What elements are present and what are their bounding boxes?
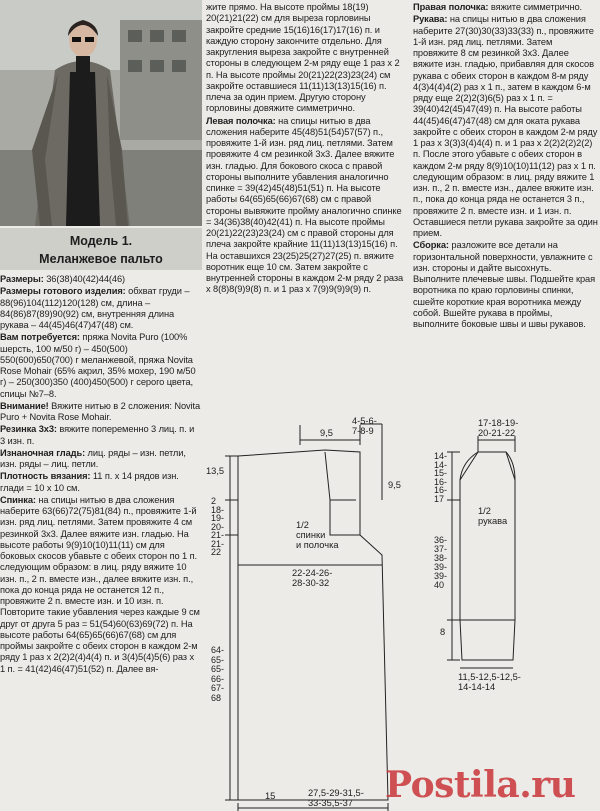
body-top-width: 9,5 [320, 428, 333, 438]
paragraph: Левая полочка: на спицы нитью в два сложения наберите 45(48)51(54)57(57) п., провяжите 1-й изн. ряд лиц. петлями. Затем провяжите 4 см резинкой 3х3. Далее вяжите изн. гладью. Для бокового скоса с правой стороны выполните убавления аналогично спинке = 39(42)45(48)51(51) п. На высоте работы 64(65)65(66)67(68) см с правой стороны вывяжите пройму аналогично спинке = 34(36)38(40)42(41) п. На высоте проймы 20(21)22(23)23(24) см с правой стороны для плеча закройте крайние 11(11)13(13)15(16) п. На оставшихся 23(25)25(27)27(25) п. вяжите воротник еще 10 см. Затем закройте с внутренней стороны в каждом 2-м ряду 2 раза х 8(8)8(9)9(8) п. и 1 раз х 7(9)9(9)9(9) п. [206, 115, 404, 295]
model-photo [0, 0, 202, 226]
column-1 [0, 274, 201, 676]
body-armhole-numbers: 2 18- 19- 20- 21- 21- 22 [211, 496, 225, 557]
model-title: Меланжевое пальто [39, 252, 163, 266]
body-bottom-width: 27,5-29-31,5- 33-35,5-37 [308, 788, 364, 808]
paragraph: Сборка: разложите все детали на горизонтальной поверхности, увлажните с изн. стороны и дайте высохнуть. Выполните плечевые швы. Подшейте края воротника по краю горловины спинки, сшейте короткие края воротника между собой. Вшейте рукава в проймы, выполните боковые швы и швы рукавов. [413, 240, 596, 329]
paragraph: жите прямо. На высоте проймы 18(19) 20(21)21(22) см для выреза горловины закройте средние 15(16)16(17)17(16) п. и каждую сторону закончите отдельно. Для закругления выреза закройте с внутренней стороны в следующем 2-м ряду еще 1 раз х 2 п. На высоте проймы 20(21)22(23)23(24) см закройте оставшиеся 11(11)13(13)15(16) п. плеча за один прием. Другую сторону горловины довяжите симметрично. [206, 2, 400, 114]
paragraph: Размеры готового изделия: обхват груди – 88(96)104(112)120(128) см, длина – 84(86)87(89)90(92) см, внутренняя длина рукава – 44(45)46(47)47(48) см. [0, 286, 190, 330]
paragraph: Изнаночная гладь: лиц. ряды – изн. петли, изн. ряды – лиц. петли. [0, 447, 186, 469]
paragraph: Плотность вязания: 11 п. х 14 рядов изн. глади = 10 х 10 см. [0, 471, 179, 493]
paragraph: Рукава: на спицы нитью в два сложения наберите 27(30)30(33)33(33) п., провяжите 1-й изн. ряд лиц. петлями. Затем провяжите 8 см резинкой 3х3. Далее вяжите изн. гладью, прибавляя для скосов рукава с обеих сторон в каждом 8-м ряду 4(3)4(4)4(2) раз х 1 п., затем в каждом 6-м ряду еще 2(2)2(3)6(5) раз х 1 п. = 39(40)42(45)47(49) п. На высоте работы 44(45)46(47)47(48) см для оката рукава закройте с обеих сторон в каждом 2-м ряду 1 раз х 3(3)3(4)4(4) п. и 1 раз х 2(2)2(2)2(2) п. После этого убавьте с обеих сторон в каждом 2-м ряду 8(9)10(10)11(12) раз х 1 п. следующим образом: в лиц. ряду вяжите 1 изн. п., 2 п. вместе изн., далее вяжите изн. п., пока до конца ряда не останется 3 п., провяжите 2 п. вместе изн. и 1 изн. п. Оставшиеся петли рукава закройте за один прием. [413, 14, 598, 238]
sleeve-cuff-height: 8 [440, 627, 446, 637]
body-collar-height: 9,5 [388, 480, 401, 490]
paragraph: Вам потребуется: пряжа Novita Puro (100% шерсть, 100 м/50 г) – 450(500) 550(600)650(700) г меланжевой, пряжа Novita Rose Mohair (65% акрил, 35% мохер, 190 м/50 г) – 250(300)350 (400)450(500) г серого цвета, спицы №7–8. [0, 332, 196, 399]
column-2 [206, 2, 406, 297]
body-bottom-left: 15 [265, 791, 276, 801]
paragraph: Резинка 3х3: вяжите попеременно 3 лиц. п. и 3 изн. п. [0, 424, 195, 446]
paragraph: Спинка: на спицы нитью в два сложения наберите 63(66)72(75)81(84) п., провяжите 1-й изн. ряд лиц. петлями. Затем провяжите 4 см резинкой 3х3. Далее вяжите изн. гладью. На высоте работы 9(9)10(10)11(11) см для боковых скосов убавьте с обеих сторон по 1 п. следующим образом: в лиц. ряду вяжите 10 изн. п., 2 п. вместе изн., далее вяжите изн. п., пока до конца ряда не останется 12 п., провяжите 2 п. вместе изн. и 10 изн. п. Повторите такие убавления через каждые 9 см друг от друга 5 раз = 51(54)60(63)69(72) п. На высоте работы 64(65)65(66)67(68) см для проймы закройте с обеих сторон в каждом 2-м ряду 1 раз х 2(2)2(4)4(4) п. и 3(4)5(4)5(6) раз х 1 п. = 41(42)46(47)51(52) п. Далее вя- [0, 494, 200, 674]
paragraph: Внимание! Вяжите нитью в 2 сложения: Novita Puro + Novita Rose Mohair. [0, 400, 201, 422]
body-bust-width: 22-24-26- 28-30-32 [292, 568, 333, 588]
sleeve-piece-name: 1/2 рукава [478, 506, 508, 526]
body-shoulder-drop: 13,5 [206, 466, 225, 476]
paragraph: Правая полочка: вяжите симметрично. [413, 2, 583, 12]
sleeve-length-numbers: 36- 37- 38- 39- 39- 40 [434, 535, 448, 590]
coat-photo-illustration [0, 0, 202, 226]
sleeve-pattern-outline [447, 436, 515, 668]
body-piece-name: 1/2 спинки и полочка [296, 520, 339, 550]
sleeve-cap-numbers: 14- 14- 15- 16- 16- 17 [434, 451, 448, 504]
paragraph: Размеры: 36(38)40(42)44(46) [0, 274, 126, 284]
body-pattern-outline [225, 424, 388, 811]
model-caption [0, 228, 202, 270]
model-number: Модель 1. [69, 234, 133, 248]
body-length-numbers: 64- 65- 65- 66- 67- 68 [211, 645, 225, 703]
watermark-logo: Postila.ru [385, 764, 576, 806]
column-3 [413, 2, 599, 331]
body-collar-width: 4-5-6- 7-8-9 [352, 416, 377, 436]
sleeve-bottom-width: 11,5-12,5-12,5- 14-14-14 [458, 672, 521, 692]
sleeve-top-width: 17-18-19- 20-21-22 [478, 418, 519, 438]
